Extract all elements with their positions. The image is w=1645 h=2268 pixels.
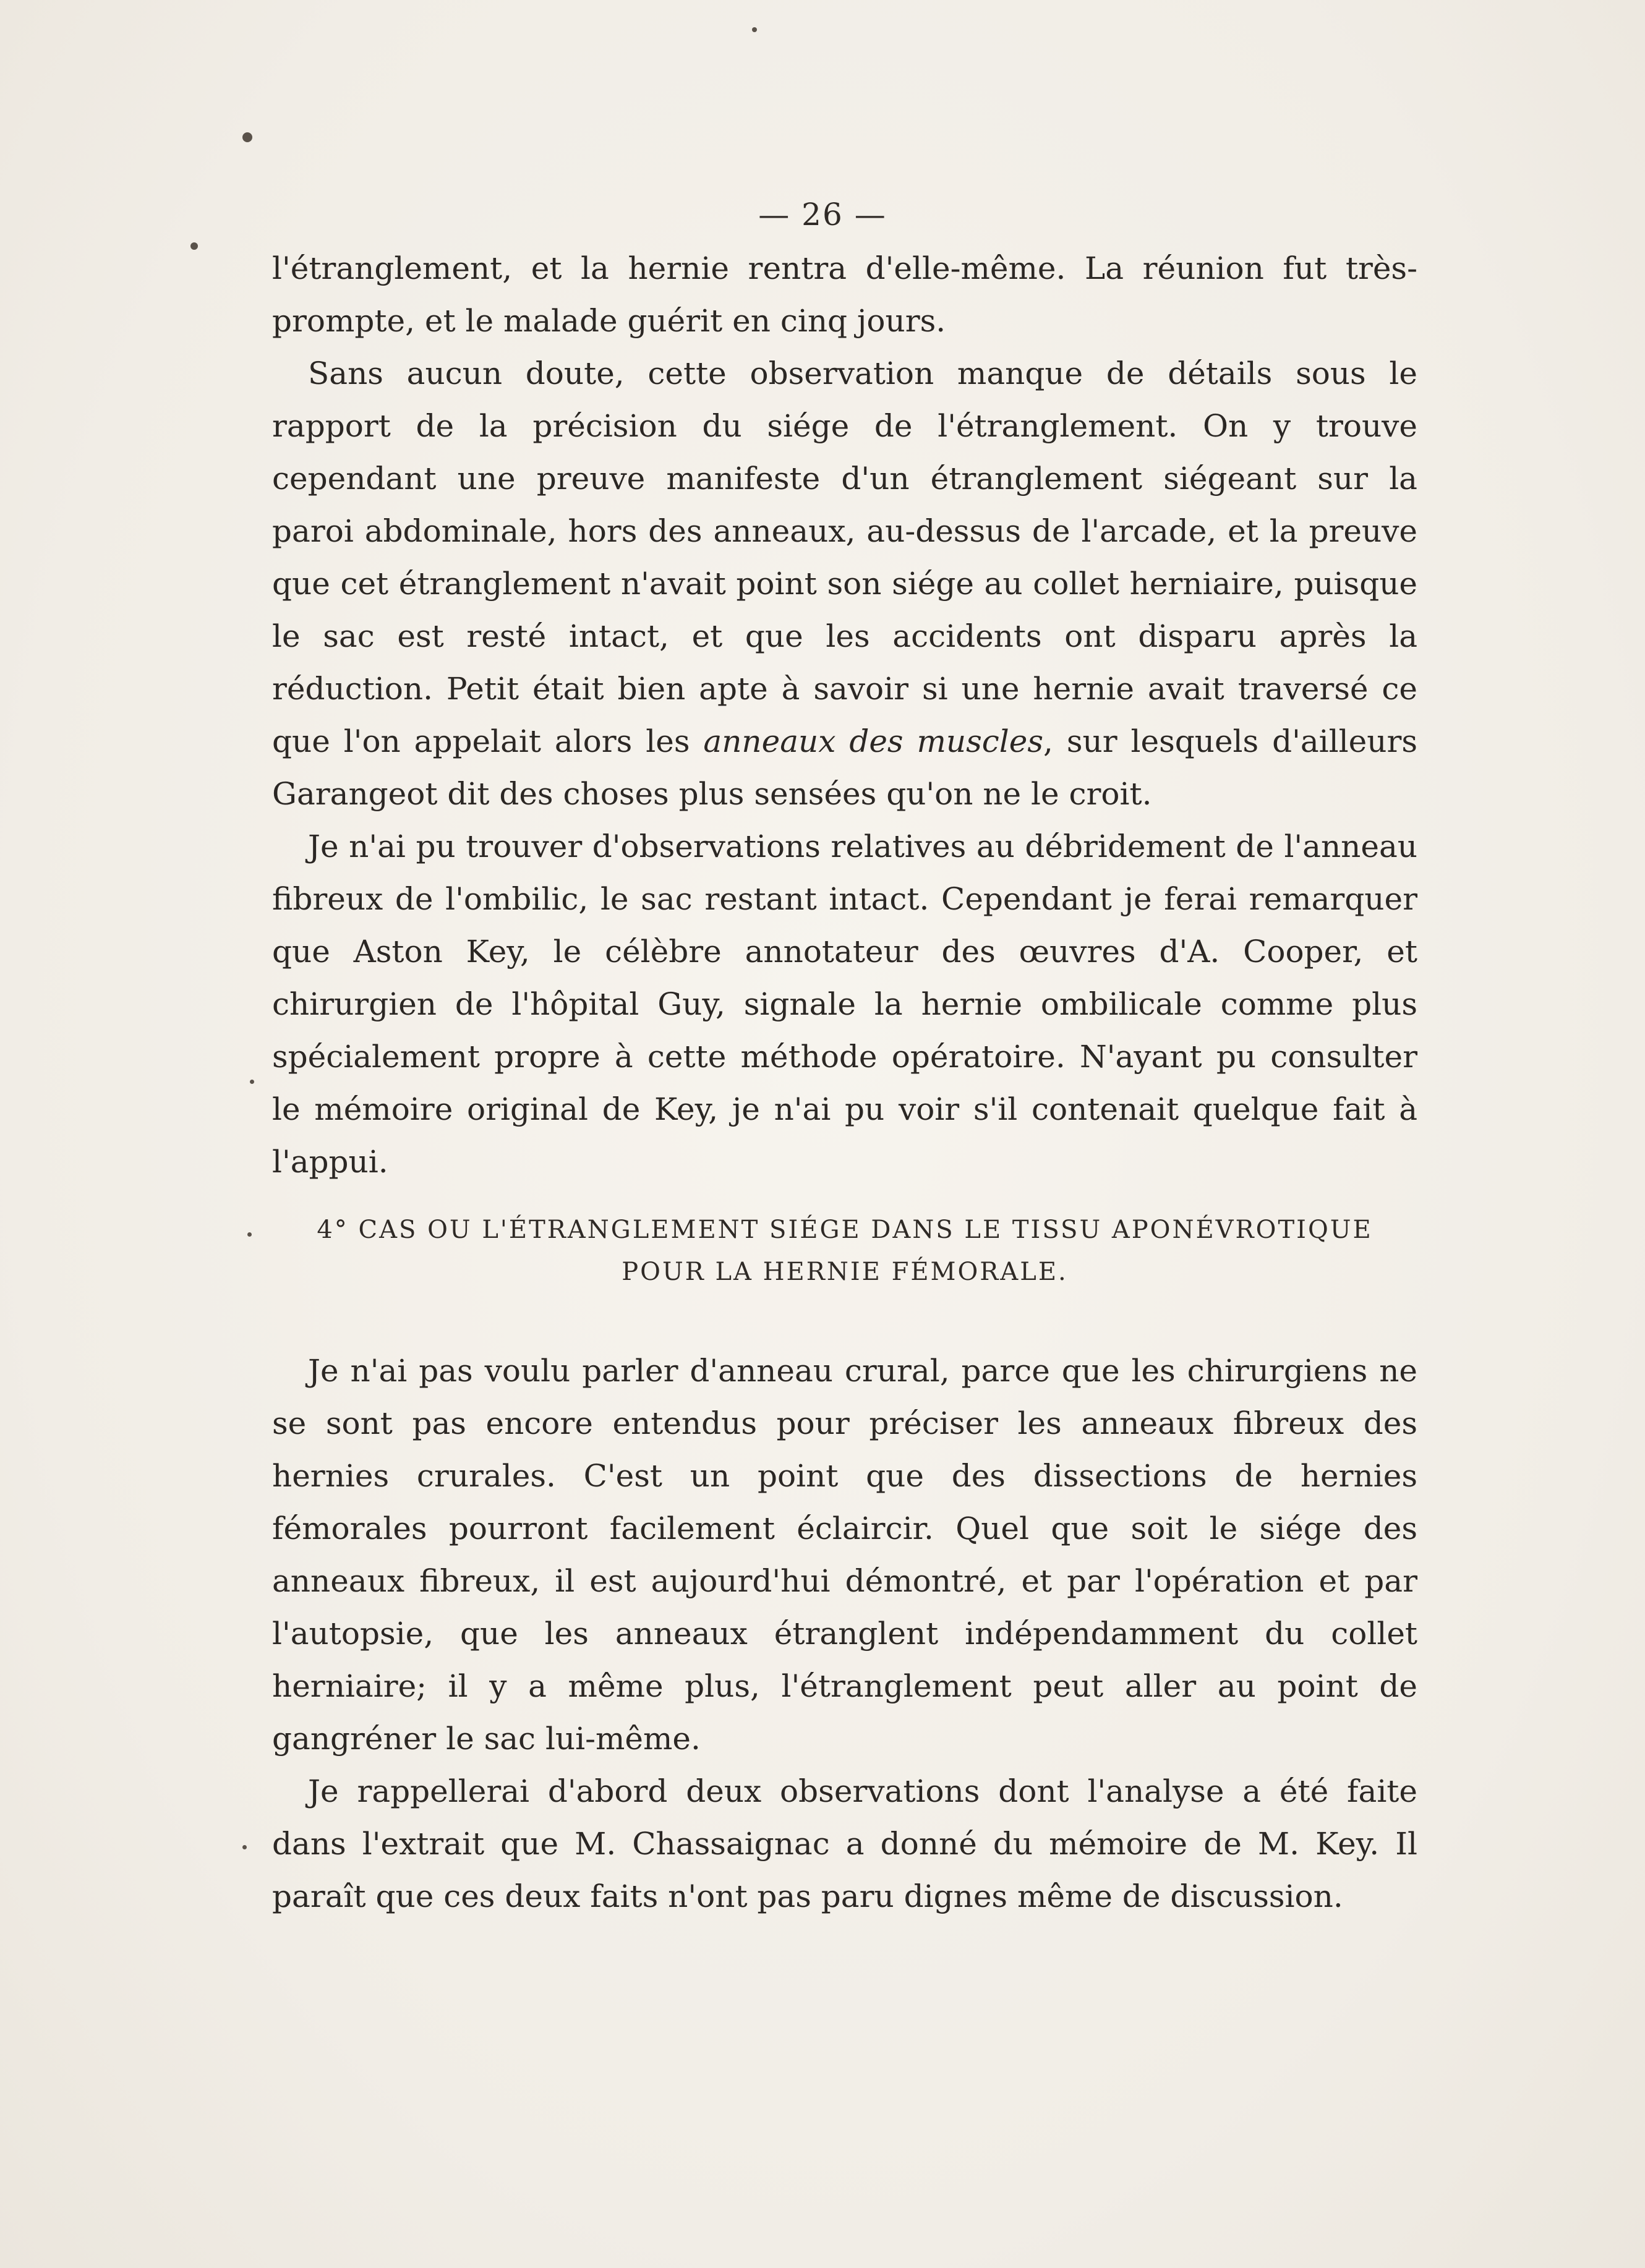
page-number: — 26 — [758, 197, 887, 232]
body-text-bottom [272, 1345, 1417, 1923]
paragraph-2 [272, 347, 1417, 821]
section-heading-line-1: 4° CAS OU L'ÉTRANGLEMENT SIÉGE DANS LE TISSU APONÉVROTIQUE [317, 1216, 1373, 1244]
paragraph-1: l'étranglement, et la hernie rentra d'elle-même. La réunion fut très-prompte, et le malade guérit en cinq jours. [272, 250, 1417, 339]
paragraph-4: Je n'ai pas voulu parler d'anneau crural, parce que les chirurgiens ne se sont pas encore entendus pour préciser les anneaux fibreux des hernies crurales. C'est un point que des dissections de hernies fémorales pourront facilement éclaircir. Quel que soit le siége des anneaux fibreux, il est aujourd'hui démontré, et par l'opération et par l'autopsie, que les anneaux étranglent indépendamment du collet herniaire; il y a même plus, l'étranglement peut aller au point de gangréner le sac lui-même. [272, 1353, 1417, 1757]
paragraph-5: Je rappellerai d'abord deux observations dont l'analyse a été faite dans l'extrait que M. Chassaignac a donné du mémoire de M. Key. Il paraît que ces deux faits n'ont pas paru dignes même de discussion. [272, 1773, 1417, 1914]
ink-speck [242, 132, 252, 142]
ink-speck [247, 1232, 252, 1237]
section-heading [272, 1209, 1417, 1293]
paragraph-2-italic: anneaux des muscles [703, 723, 1044, 759]
section-heading-line-2: POUR LA HERNIE FÉMORALE. [622, 1258, 1068, 1286]
ink-speck [250, 1080, 254, 1084]
ink-speck [242, 1845, 247, 1849]
ink-speck [752, 27, 757, 32]
paragraph-2-text-a: Sans aucun doute, cette observation manque de détails sous le rapport de la précision du siége de l'étranglement. On y trouve cependant une preuve manifeste d'un étranglement siégeant sur la paroi abdominale, hors des anneaux, au-dessus de l'arcade, et la preuve que cet étranglement n'avait point son siége au collet herniaire, puisque le sac est resté intact, et que les accidents ont disparu après la réduction. Petit était bien apte à savoir si une hernie avait traversé ce que l'on appelait alors les [272, 356, 1417, 759]
paragraph-2-text-b: , sur lesquels d'ailleurs Garangeot dit des choses plus sensées qu'on ne le croit. [272, 723, 1418, 812]
body-text-top [272, 242, 1417, 1188]
paragraph-3: Je n'ai pu trouver d'observations relatives au débridement de l'anneau fibreux de l'ombilic, le sac restant intact. Cependant je ferai remarquer que Aston Key, le célèbre annotateur des œuvres d'A. Cooper, et chirurgien de l'hôpital Guy, signale la hernie ombilicale comme plus spécialement propre à cette méthode opératoire. N'ayant pu consulter le mémoire original de Key, je n'ai pu voir s'il contenait quelque fait à l'appui. [272, 829, 1417, 1180]
ink-speck [190, 242, 198, 250]
